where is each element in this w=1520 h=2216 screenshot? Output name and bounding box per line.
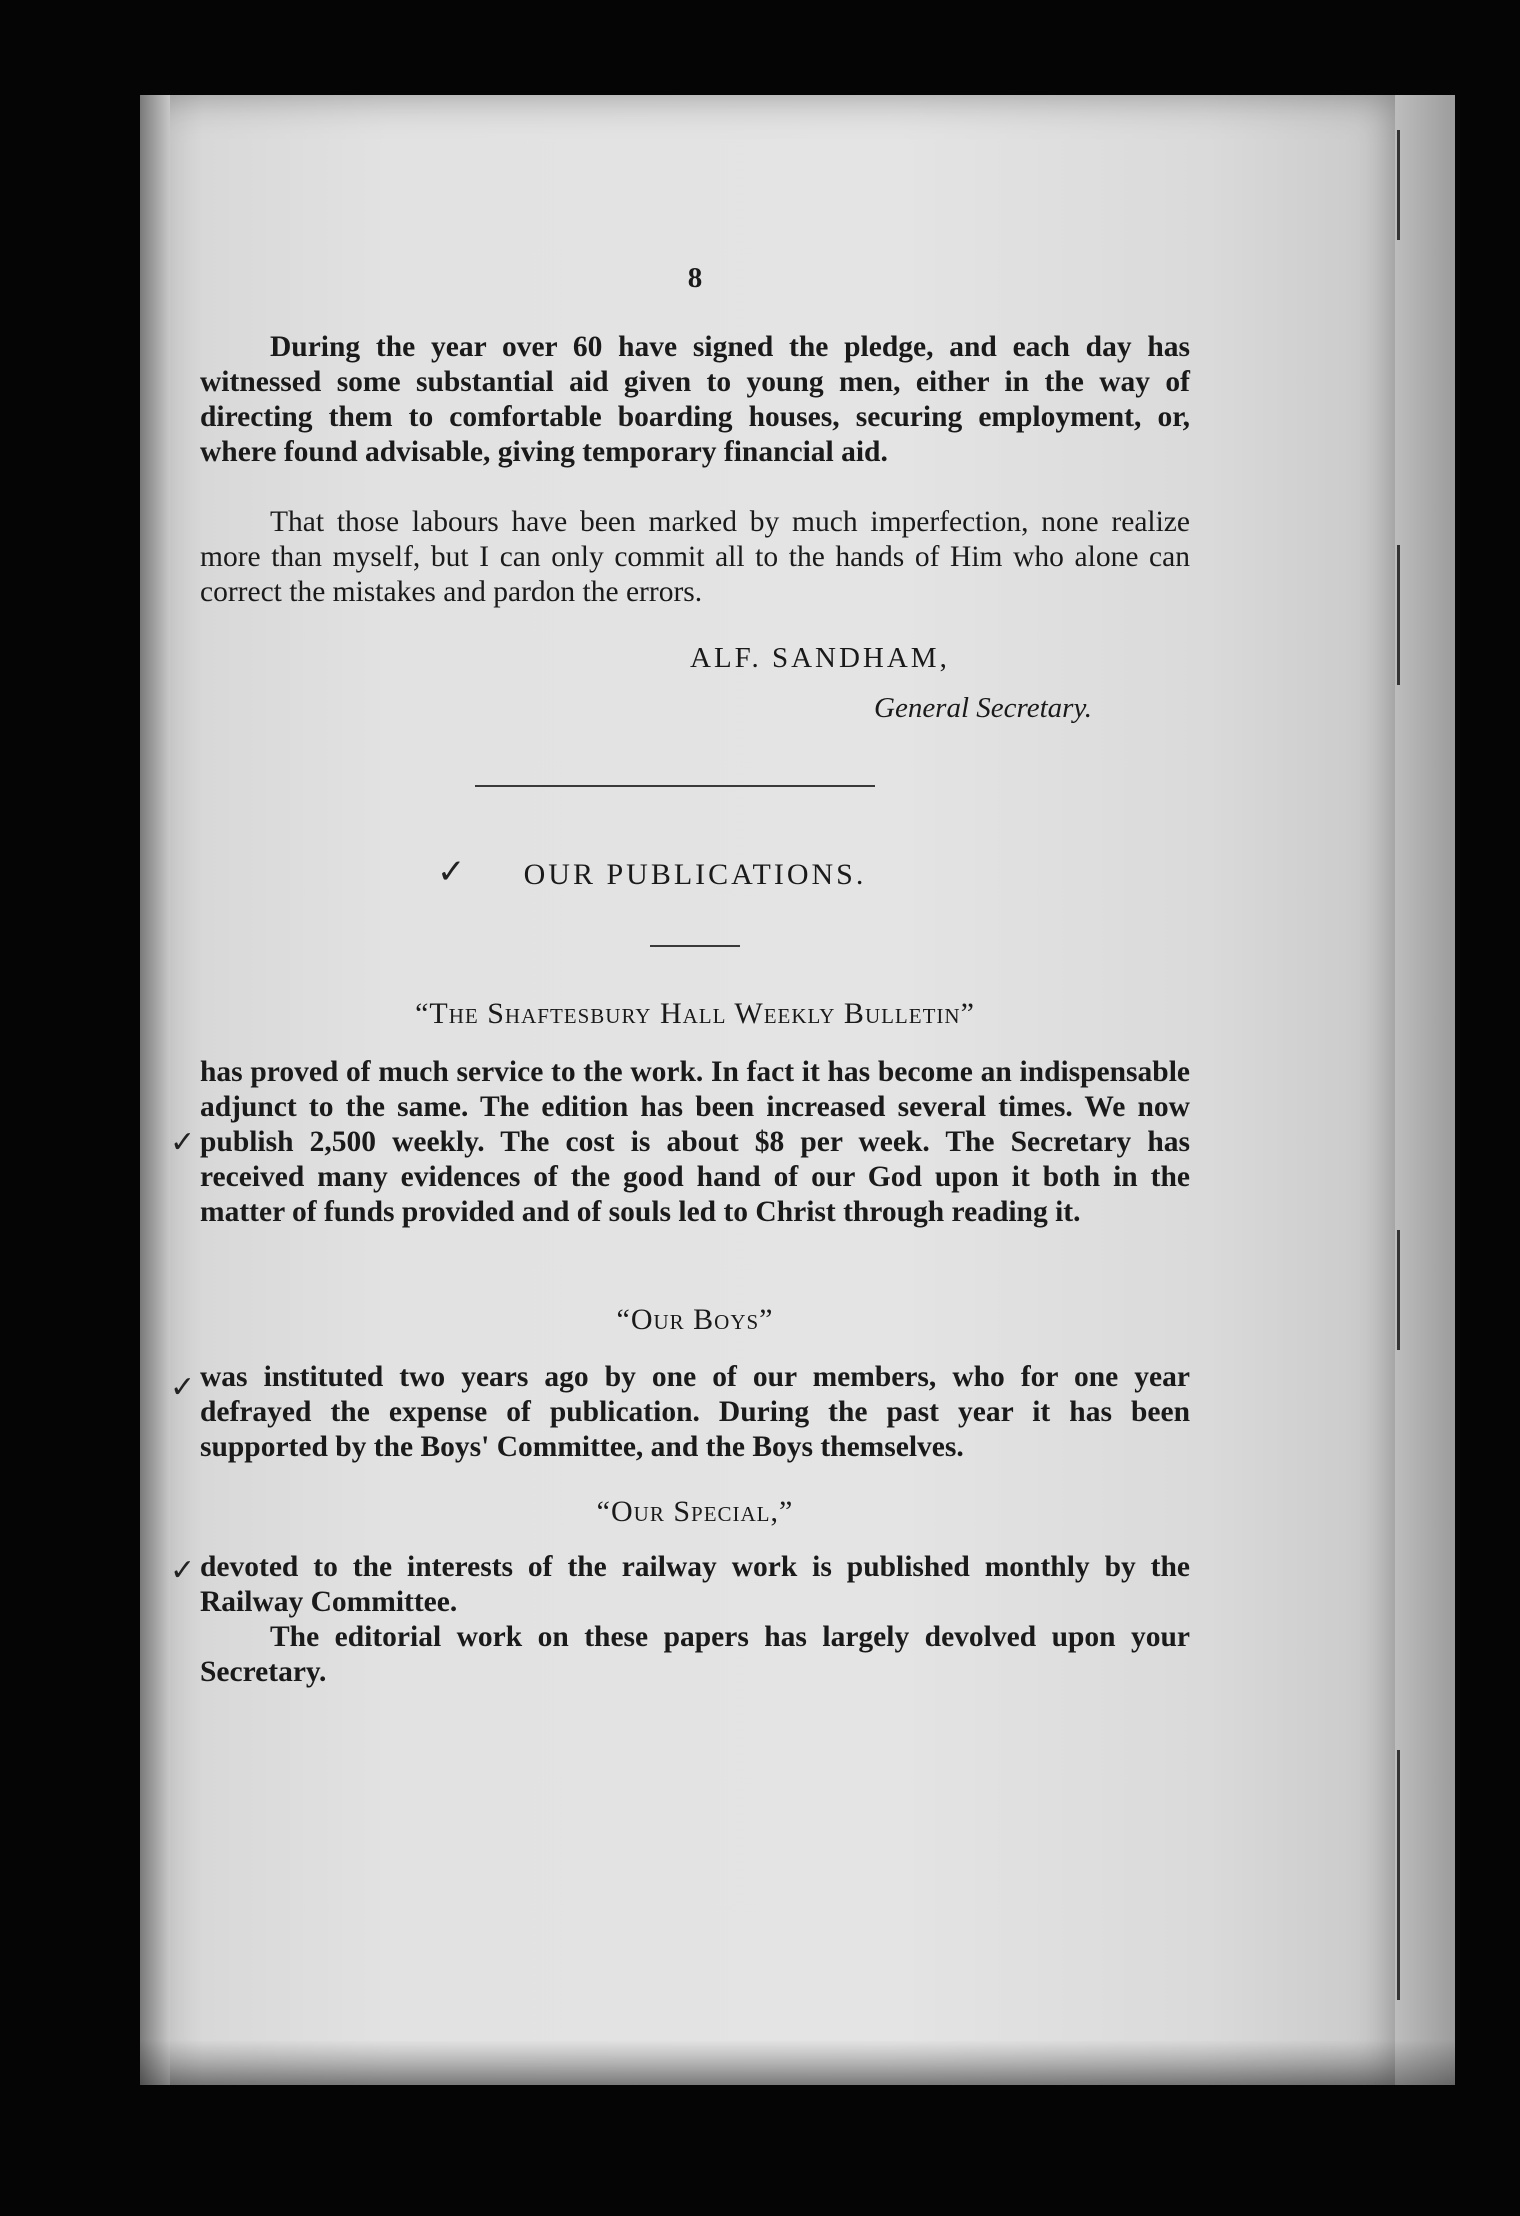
title-underline [650, 945, 740, 947]
pledge-paragraph: During the year over 60 have signed the pledge, and each day has witnessed some substantial aid given to young men, either in the way of directing them to comfortable boarding houses, securing employment, or, where found advisable, giving temporary financial aid. [200, 331, 1190, 468]
our-special-paragraph: devoted to the interests of the railway work is published monthly by the Railway Committee. [200, 1551, 1190, 1618]
editorial-paragraph: The editorial work on these papers has largely devolved upon your Secretary. [200, 1621, 1190, 1688]
facing-page-edge [1395, 95, 1455, 2085]
signature-name: ALF. SANDHAM, [690, 642, 950, 674]
checkmark-icon: ✓ [437, 852, 466, 892]
page-shadow [140, 2040, 1455, 2085]
labours-paragraph: That those labours have been marked by much imperfection, none realize more than myself, but I can only commit all to the hands of Him who alone can correct the mistakes and pardon the errors. [200, 506, 1190, 608]
our-boys-paragraph: was instituted two years ago by one of our members, who for one year defrayed the expense of publication. During the past year it has been supported by the Boys' Committee, and the Boys themselves. [200, 1361, 1190, 1463]
facing-page-line [1397, 1750, 1400, 2000]
bulletin-paragraph: has proved of much service to the work. In fact it has become an indispensable adjunct to the same. The edition has been increased several times. We now publish 2,500 weekly. The cost is about $8 per week. The Secretary has received many evidences of the good hand of our God upon it both in the matter of funds provided and of souls led to Christ through reading it. [200, 1056, 1190, 1228]
facing-page-line [1397, 130, 1400, 240]
section-divider [475, 785, 875, 787]
facing-page-line [1397, 1230, 1400, 1350]
margin-checkmark-icon: ✓ [170, 1370, 196, 1405]
bulletin-heading: “The Shaftesbury Hall Weekly Bulletin” [415, 997, 975, 1030]
section-title: OUR PUBLICATIONS. [523, 858, 867, 891]
our-boys-heading: “Our Boys” [616, 1303, 774, 1336]
margin-checkmark-icon: ✓ [170, 1125, 196, 1160]
signature-title: General Secretary. [874, 692, 1092, 724]
page-number: 8 [687, 262, 703, 294]
margin-checkmark-icon: ✓ [170, 1553, 196, 1588]
our-special-heading: “Our Special,” [596, 1495, 794, 1528]
facing-page-line [1397, 545, 1400, 685]
page-binding-edge [140, 95, 170, 2085]
